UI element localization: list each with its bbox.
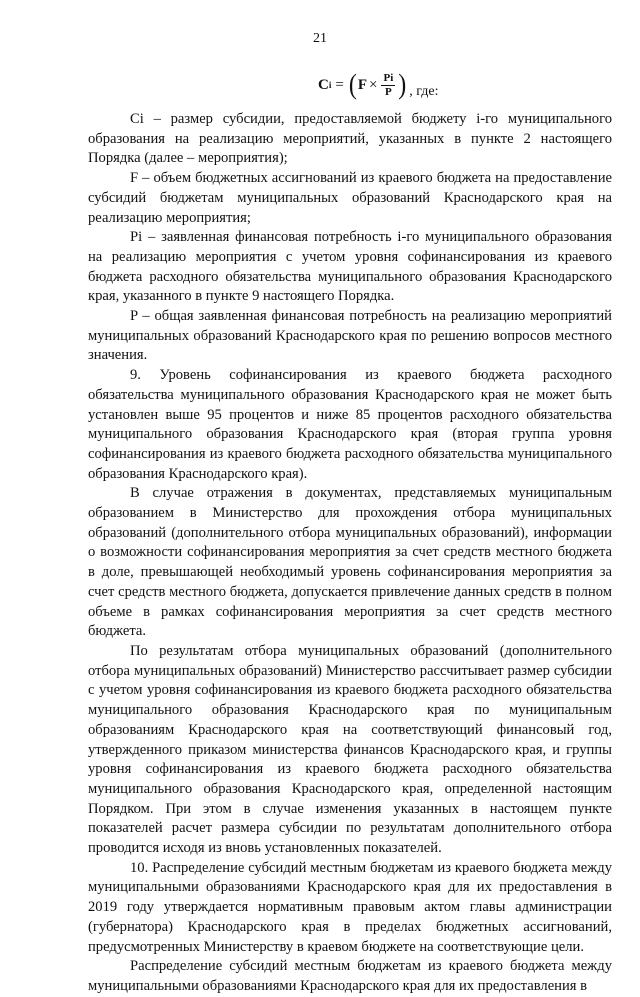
paragraph-p-definition: P – общая заявленная финансовая потребность на реализацию мероприятий муниципальных образований Краснодарского края по решению вопросов местного значения. — [88, 308, 612, 364]
formula-equals: = — [335, 76, 344, 93]
paragraph-f-definition: F – объем бюджетных ассигнований из краевого бюджета на предоставление субсидий бюджетам муниципальных образований Краснодарского края на реализацию мероприятия; — [88, 170, 612, 226]
formula-open-paren: ( — [348, 69, 357, 101]
paragraph-selection-results: По результатам отбора муниципальных образований (дополнительного отбора муниципальных образований) Министерство рассчитывает размер субсидии с учетом уровня софинансирования из краевого бюджета расходного обязательства муниципального образования Краснодарского края по муниципальным образованиям Краснодарского края на соответствующий финансовый год, утвержденного приказом министерства финансов Краснодарского края, и группы уровня софинансирования из краевого бюджета расходного обязательства муниципального образования Краснодарского края, определенной настоящим Порядком. При этом в случае изменения указанных в настоящем пункте показателей расчет размера субсидии по результатам дополнительного отбора проводится исходя из вновь установленных показателей. — [88, 642, 612, 857]
body-text — [88, 110, 612, 997]
formula-lhs-subscript: i — [328, 80, 332, 90]
formula-fraction — [381, 72, 395, 99]
formula-numerator: Pi — [383, 71, 394, 84]
formula-factor: F — [357, 76, 367, 93]
paragraph-cofinancing-note: В случае отражения в документах, представляемых муниципальным образованием в Министерство для прохождения отбора муниципальных образований (дополнительного отбора муниципальных образований), информации о возможности софинансирования мероприятия за счет средств местного бюджета в доле, превышающей необходимый уровень софинансирования мероприятия за счет средств местного бюджета, допускается привлечение данных средств в полном объеме в рамках софинансирования мероприятия за счет средств местного бюджета. — [88, 485, 612, 640]
formula-close-paren: ) — [398, 69, 407, 101]
subsidy-formula — [318, 66, 439, 104]
paragraph-clause-10: 10. Распределение субсидий местным бюджетам из краевого бюджета между муниципальными образованиями Краснодарского края для их предоставления в 2019 году утверждается нормативным правовым актом главы администрации (губернатора) Краснодарского края в пределах бюджетных ассигнований, предусмотренных Министерству в краевом бюджете на соответствующие цели. — [88, 859, 612, 955]
formula-tail: , где: — [409, 84, 439, 99]
paragraph-distribution: Распределение субсидий местным бюджетам из краевого бюджета между муниципальными образованиями Краснодарского края для их предоставления в — [88, 958, 612, 994]
formula-lhs: C — [318, 76, 329, 93]
formula-times: × — [369, 76, 378, 93]
formula-denominator: P — [384, 85, 392, 98]
page-number: 21 — [313, 31, 327, 46]
paragraph-clause-9: 9. Уровень софинансирования из краевого бюджета расходного обязательства муниципального образования Краснодарского края не может быть установлен выше 95 процентов и ниже 85 процентов расходного обязательства муниципального образования Краснодарского края (вторая группа уровня софинансирования из краевого бюджета расходного обязательства муниципального образования Краснодарского края). — [88, 367, 612, 482]
paragraph-pi-definition: Pi – заявленная финансовая потребность i-го муниципального образования на реализацию мероприятия с учетом уровня софинансирования из краевого бюджета расходного обязательства муниципального образования Краснодарского края, указанного в пункте 9 настоящего Порядка. — [88, 229, 612, 305]
paragraph-ci-definition: Сi – размер субсидии, предоставляемой бюджету i-го муниципального образования на реализацию мероприятий, указанных в пункте 2 настоящего Порядка (далее – мероприятия); — [88, 111, 612, 167]
